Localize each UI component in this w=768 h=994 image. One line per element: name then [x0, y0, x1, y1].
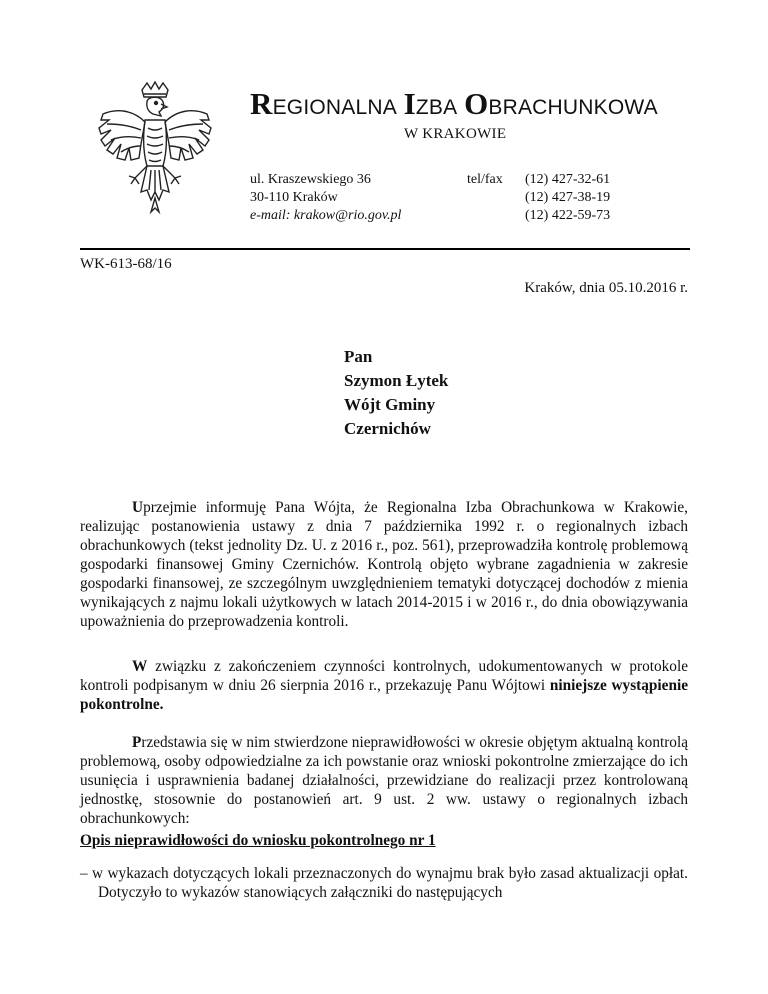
header-divider [80, 248, 690, 250]
findings-list [80, 864, 688, 902]
recipient-title: Wójt Gminy [344, 395, 436, 414]
org-word-zba: ZBA [415, 96, 458, 119]
tel-number-2: (12) 427-38-19 [525, 190, 611, 205]
org-word-egionalna: EGIONALNA [272, 96, 397, 119]
paragraph-2-initial: W [132, 658, 148, 675]
address-street: ul. Kraszewskiego 36 [250, 172, 371, 187]
list-item: – w wykazach dotyczących lokali przeznaczonych do wynajmu brak było zasad aktualizacji opłat. Dotyczyło to wykazów stanowiących załączniki do następujących [80, 865, 688, 901]
paragraph-2-text: związku z zakończeniem czynności kontrolnych, udokumentowanych w protokole kontroli podpisanym w dniu 26 sierpnia 2016 r., przekazuję Panu Wójtowi [80, 658, 688, 694]
paragraph-3 [80, 733, 688, 828]
address-postal: 30-110 Kraków [250, 190, 338, 205]
org-initial-o: O [464, 86, 489, 121]
eagle-emblem-logo [95, 80, 215, 218]
tel-label: tel/fax [467, 172, 503, 187]
paragraph-2 [80, 657, 688, 714]
address-email: e-mail: krakow@rio.gov.pl [250, 208, 402, 223]
paragraph-2-bold: niniejsze wystąpienie pokontrolne. [80, 677, 688, 713]
tel-number-3: (12) 422-59-73 [525, 208, 611, 223]
recipient-municipality: Czernichów [344, 419, 431, 438]
paragraph-1 [80, 498, 688, 631]
recipient-name: Szymon Łytek [344, 371, 449, 390]
paragraph-1-text: przejmie informuję Pana Wójta, że Regionalna Izba Obrachunkowa w Krakowie, realizując postanowienia ustawy z dnia 7 października 1992 r. o regionalnych izbach obrachunkowych (tekst jednolity Dz. U. z 2016 r., poz. 561), przeprowadziła kontrolę problemową gospodarki finansowej Gminy Czernichów. Kontrolą objęto wybrane zagadnienia w zakresie gospodarki finansowej, ze szczególnym uwzględnieniem tematyki dotyczącej dochodów z mienia wynikających z najmu lokali użytkowych w latach 2014-2015 i w 2016 r., do dnia obowiązywania upoważnienia do przeprowadzenia kontroli. [80, 499, 688, 630]
paragraph-3-text: rzedstawia się w nim stwierdzone nieprawidłowości w okresie objętym aktualną kontrolą problemową, osoby odpowiedzialne za ich powstanie oraz wnioski pokontrolne zmierzające do ich usunięcia i usprawnienia badanej działalności, przewidziane do realizacji przez kontrolowaną jednostkę, stosownie do postanowień art. 9 ust. 2 ww. ustawy o regionalnych izbach obrachunkowych: [80, 734, 688, 827]
recipient-salutation: Pan [344, 347, 373, 366]
tel-number-1: (12) 427-32-61 [525, 172, 611, 187]
phone-block [467, 171, 610, 225]
date-line: Kraków, dnia 05.10.2016 r. [524, 280, 688, 296]
paragraph-1-initial: U [132, 499, 144, 516]
address-block [250, 171, 401, 225]
org-initial-i: I [403, 86, 416, 121]
organization-name [250, 86, 658, 122]
org-initial-r: R [250, 86, 273, 121]
paragraph-3-initial: P [132, 734, 142, 751]
section-heading: Opis nieprawidłowości do wniosku pokontrolnego nr 1 [80, 832, 436, 849]
org-word-brachunkowa: BRACHUNKOWA [488, 96, 658, 119]
org-city: W KRAKOWIE [404, 126, 507, 142]
reference-number: WK-613-68/16 [80, 256, 172, 272]
recipient-block [344, 345, 448, 441]
